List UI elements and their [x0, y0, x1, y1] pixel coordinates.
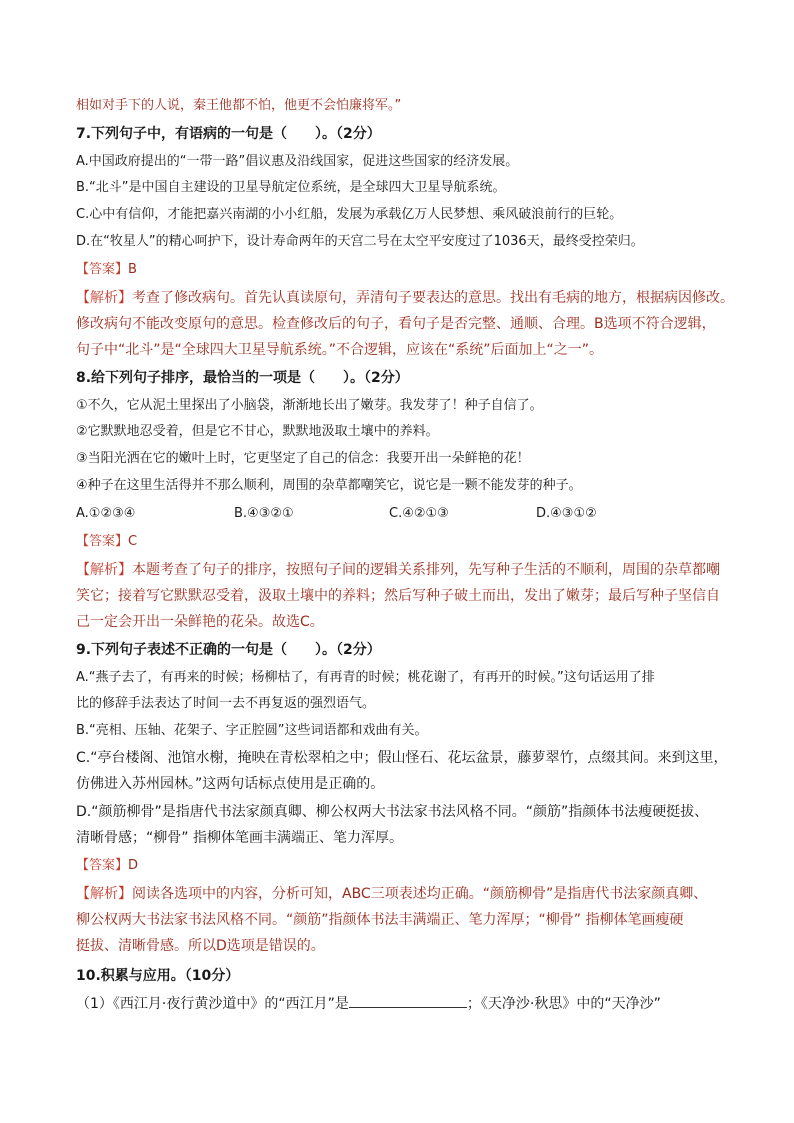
question-8-option-d: D.④③①②	[536, 506, 597, 521]
question-8-analysis-line-3: 己一定会开出一朵鲜艳的花朵。故选C。	[76, 614, 324, 630]
answer-tag: 【答案】	[76, 858, 129, 873]
analysis-text: 本题考查了句子的排序，按照句子间的逻辑关系排列，先写种子生活的不顺利，周围的杂草都嘲	[132, 562, 720, 578]
item-1-text-a: （1）《西江月·夜行黄沙道中》的“西江月”是	[76, 996, 349, 1012]
answer-value: C	[128, 534, 138, 549]
question-7-stem: 7.下列句子中，有语病的一句是（ ）。（2分）	[76, 126, 381, 142]
analysis-tag: 【解析】	[76, 886, 132, 902]
answer-blank[interactable]	[349, 994, 467, 1008]
question-7-analysis-line-1	[76, 288, 736, 308]
question-8-stem: 8.给下列句子排序，最恰当的一项是（ ）。（2分）	[76, 370, 409, 386]
question-10-stem: 10.积累与应用。（10分）	[76, 968, 240, 984]
question-8-sentence-2: ②它默默地忍受着，但是它不甘心，默默地汲取土壤中的养料。	[76, 424, 439, 439]
answer-value: D	[128, 858, 139, 873]
question-8-sentence-1: ①不久，它从泥土里探出了小脑袋，渐渐地长出了嫩芽。我发芽了！种子自信了。	[76, 398, 543, 413]
question-9-answer	[76, 856, 726, 876]
item-1-text-b: ；《天净沙·秋思》中的“天净沙”	[466, 996, 661, 1012]
answer-tag: 【答案】	[76, 534, 129, 549]
question-8-analysis-line-1	[76, 560, 736, 580]
question-9-stem: 9.下列句子表述不正确的一句是（ ）。（2分）	[76, 642, 381, 658]
question-8-analysis-line-2: 笑它；接着写它默默忍受着，汲取土壤中的养料；然后写种子破土而出，发出了嫩芽；最后写种子坚信自	[76, 588, 720, 604]
question-8-option-b: B.④③②①	[234, 506, 294, 521]
analysis-text: 考查了修改病句。首先认真读原句，弄清句子要表达的意思。找出有毛病的地方，根据病因修改。	[132, 290, 734, 306]
intro-line: 相如对手下的人说，秦王他都不怕，他更不会怕廉将军。”	[76, 98, 402, 113]
question-7-answer	[76, 260, 726, 280]
question-7-option-a: A.中国政府提出的“一带一路”倡议惠及沿线国家，促进这些国家的经济发展。	[76, 154, 519, 169]
answer-value: B	[128, 262, 137, 277]
question-8-answer	[76, 532, 726, 552]
question-8-sentence-3: ③当阳光洒在它的嫩叶上时，它更坚定了自己的信念：我要开出一朵鲜艳的花！	[76, 451, 530, 466]
question-9-option-a-line-1: A.“燕子去了，有再来的时候；杨柳枯了，有再青的时候；桃花谢了，有再开的时候。”这句话运用了排	[76, 670, 655, 685]
question-9-option-a-line-2: 比的修辞手法表达了时间一去不再复返的强烈语气。	[76, 696, 376, 711]
question-9-option-c-line-1: C.“亭台楼阁、池馆水榭，掩映在青松翠柏之中；假山怪石、花坛盆景，藤萝翠竹，点缀其间。来到这里，	[76, 750, 728, 766]
question-10-item-1	[76, 994, 736, 1014]
question-9-option-c-line-2: 仿佛进入苏州园林。”这两句话标点使用是正确的。	[76, 776, 385, 792]
question-7-analysis-line-2: 修改病句不能改变原句的意思。检查修改后的句子，看句子是否完整、通顺、合理。B选项不符合逻辑，	[76, 316, 716, 332]
question-7-option-b: B.“北斗”是中国自主建设的卫星导航定位系统，是全球四大卫星导航系统。	[76, 180, 506, 195]
question-8-option-c: C.④②①③	[389, 506, 449, 521]
question-7-option-c: C.心中有信仰，才能把嘉兴南湖的小小红船，发展为承载亿万人民梦想、乘风破浪前行的巨轮。	[76, 207, 623, 222]
analysis-tag: 【解析】	[76, 562, 132, 578]
question-8-option-a: A.①②③④	[76, 506, 136, 521]
question-9-analysis-line-1	[76, 884, 736, 904]
analysis-text: 阅读各选项中的内容，分析可知，ABC三项表述均正确。“颜筋柳骨”是指唐代书法家颜真卿、	[132, 886, 708, 902]
question-9-analysis-line-2: 柳公权两大书法家书法风格不同。“颜筋”指颜体书法丰满端正、笔力浑厚；“柳骨” 指柳体笔画瘦硬	[76, 912, 684, 928]
answer-tag: 【答案】	[76, 262, 129, 277]
question-7-option-d: D.在“牧星人”的精心呵护下，设计寿命两年的天宫二号在太空平安度过了1036天，最终受控荣归。	[76, 234, 644, 249]
question-9-option-d-line-1: D.“颜筋柳骨”是指唐代书法家颜真卿、柳公权两大书法家书法风格不同。“颜筋”指颜体书法瘦硬挺拔、	[76, 804, 709, 820]
question-7-analysis-line-3: 句子中“北斗”是“全球四大卫星导航系统。”不合逻辑，应该在“系统”后面加上“之一”。	[76, 342, 604, 358]
question-8-sentence-4: ④种子在这里生活得并不那么顺利，周围的杂草都嘲笑它，说它是一颗不能发芽的种子。	[76, 478, 582, 493]
question-9-option-d-line-2: 清晰骨感；“柳骨” 指柳体笔画丰满端正、笔力浑厚。	[76, 830, 403, 846]
analysis-tag: 【解析】	[76, 290, 132, 306]
question-9-analysis-line-3: 挺拔、清晰骨感。所以D选项是错误的。	[76, 938, 325, 954]
question-9-option-b: B.“亮相、压轴、花架子、字正腔圆”这些词语都和戏曲有关。	[76, 723, 428, 738]
